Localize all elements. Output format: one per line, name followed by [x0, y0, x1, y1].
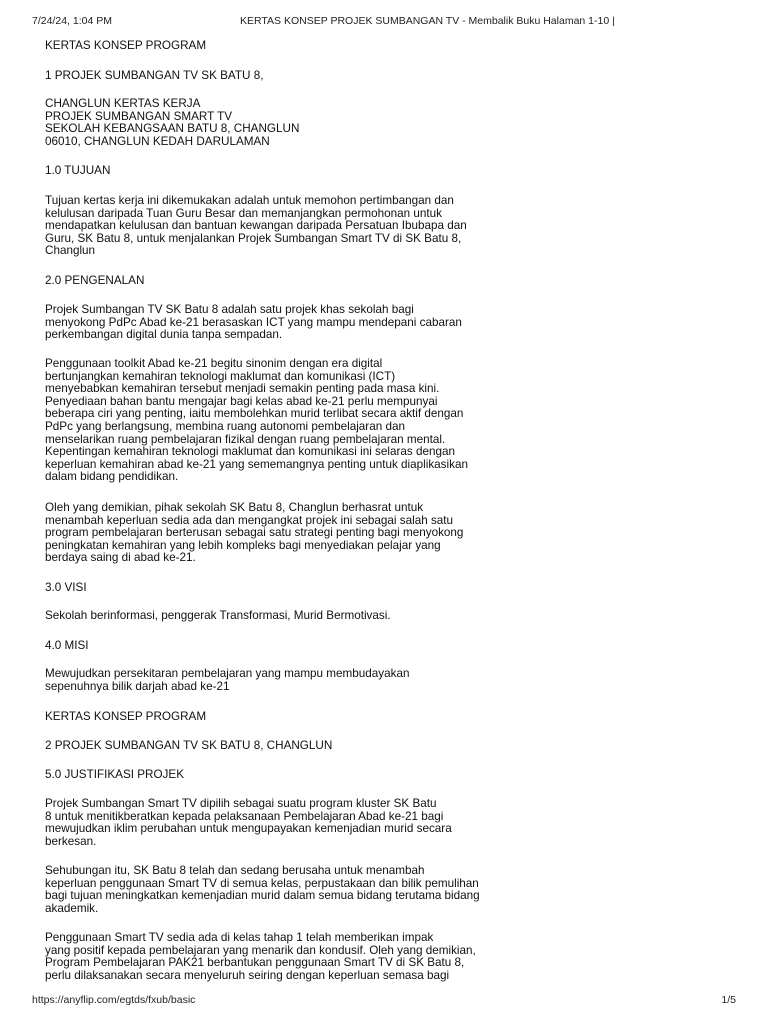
section-heading-misi: 4.0 MISI — [45, 639, 89, 652]
program-heading-repeat: KERTAS KONSEP PROGRAM — [45, 710, 207, 723]
justifikasi-paragraph-3: Penggunaan Smart TV sedia ada di kelas tahap 1 telah memberikan impak yang positif kepada pembelajaran yang menarik dan kondusif. Oleh yang demikian, Program Pembelajaran PAK21 berbantukan penggunaan Smart TV di SK Batu 8, perlu dilaksanakan secara menyeluruh seiring dengan keperluan semasa bagi — [45, 931, 476, 982]
print-page-number: 1/5 — [721, 994, 736, 1006]
print-header — [32, 14, 736, 28]
section-heading-visi: 3.0 VISI — [45, 581, 87, 594]
visi-paragraph: Sekolah berinformasi, penggerak Transformasi, Murid Bermotivasi. — [45, 609, 391, 622]
section-heading-pengenalan: 2.0 PENGENALAN — [45, 274, 145, 287]
justifikasi-paragraph-2: Sehubungan itu, SK Batu 8 telah dan sedang berusaha untuk menambah keperluan penggunaan Smart TV di semua kelas, perpustakaan dan bilik pemulihan bagi tujuan meningkatkan kemenjadian murid dalam semua bidang terutama bidang akademik. — [45, 864, 480, 915]
justifikasi-paragraph-1: Projek Sumbangan Smart TV dipilih sebagai suatu program kluster SK Batu 8 untuk menitikberatkan kepada pelaksanaan Pembelajaran Abad ke-21 bagi mewujudkan iklim perubahan untuk mengupayakan kemenjadian murid secara berkesan. — [45, 797, 452, 848]
print-footer — [32, 993, 736, 1007]
pengenalan-paragraph-2: Penggunaan toolkit Abad ke-21 begitu sinonim dengan era digital bertunjangkan kemahiran teknologi maklumat dan komunikasi (ICT) menyebabkan kemahiran tersebut menjadi semakin penting pada masa kini. Penyediaan bahan bantu mengajar bagi kelas abad ke-21 perlu mempunyai beberapa ciri yang penting, iaitu membolehkan murid terlibat secara aktif dengan PdPc yang berlangsung, membina ruang autonomi pembelajaran dan menselarikan ruang pembelajaran fizikal dengan ruang pembelajaran mental. Kepentingan kemahiran teknologi maklumat dan komunikasi ini selaras dengan keperluan kemahiran abad ke-21 yang sememangnya penting untuk diaplikasikan dalam bidang pendidikan. — [45, 357, 468, 484]
print-page-title: KERTAS KONSEP PROJEK SUMBANGAN TV - Membalik Buku Halaman 1-10 | — [240, 15, 615, 27]
project-heading: 1 PROJEK SUMBANGAN TV SK BATU 8, — [45, 69, 264, 82]
print-datetime: 7/24/24, 1:04 PM — [32, 15, 112, 27]
pengenalan-paragraph-3: Oleh yang demikian, pihak sekolah SK Batu 8, Changlun berhasrat untuk menambah keperluan sedia ada dan mengangkat projek ini sebagai salah satu program pembelajaran berterusan sebagai satu strategi penting bagi menyokong peningkatan kemahiran yang lebih kompleks bagi menyediakan pelajar yang berdaya saing di abad ke-21. — [45, 501, 464, 565]
school-address-block: CHANGLUN KERTAS KERJA PROJEK SUMBANGAN SMART TV SEKOLAH KEBANGSAAN BATU 8, CHANGLUN 06010, CHANGLUN KEDAH DARULAMAN — [45, 97, 300, 148]
print-url: https://anyflip.com/egtds/fxub/basic — [32, 994, 196, 1006]
misi-paragraph: Mewujudkan persekitaran pembelajaran yang mampu membudayakan sepenuhnya bilik darjah abad ke-21 — [45, 667, 410, 693]
program-heading: KERTAS KONSEP PROGRAM — [45, 39, 207, 52]
section-heading-justifikasi: 5.0 JUSTIFIKASI PROJEK — [45, 768, 184, 781]
pengenalan-paragraph-1: Projek Sumbangan TV SK Batu 8 adalah satu projek khas sekolah bagi menyokong PdPc Abad ke-21 berasaskan ICT yang mampu mendepani cabaran perkembangan digital dunia tanpa sempadan. — [45, 303, 462, 342]
section-heading-tujuan: 1.0 TUJUAN — [45, 164, 111, 177]
project-heading-2: 2 PROJEK SUMBANGAN TV SK BATU 8, CHANGLUN — [45, 739, 333, 752]
tujuan-paragraph: Tujuan kertas kerja ini dikemukakan adalah untuk memohon pertimbangan dan kelulusan daripada Tuan Guru Besar dan memanjangkan permohonan untuk mendapatkan kelulusan dan bantuan kewangan daripada Persatuan Ibubapa dan Guru, SK Batu 8, untuk menjalankan Projek Sumbangan Smart TV di SK Batu 8, Changlun — [45, 194, 467, 258]
